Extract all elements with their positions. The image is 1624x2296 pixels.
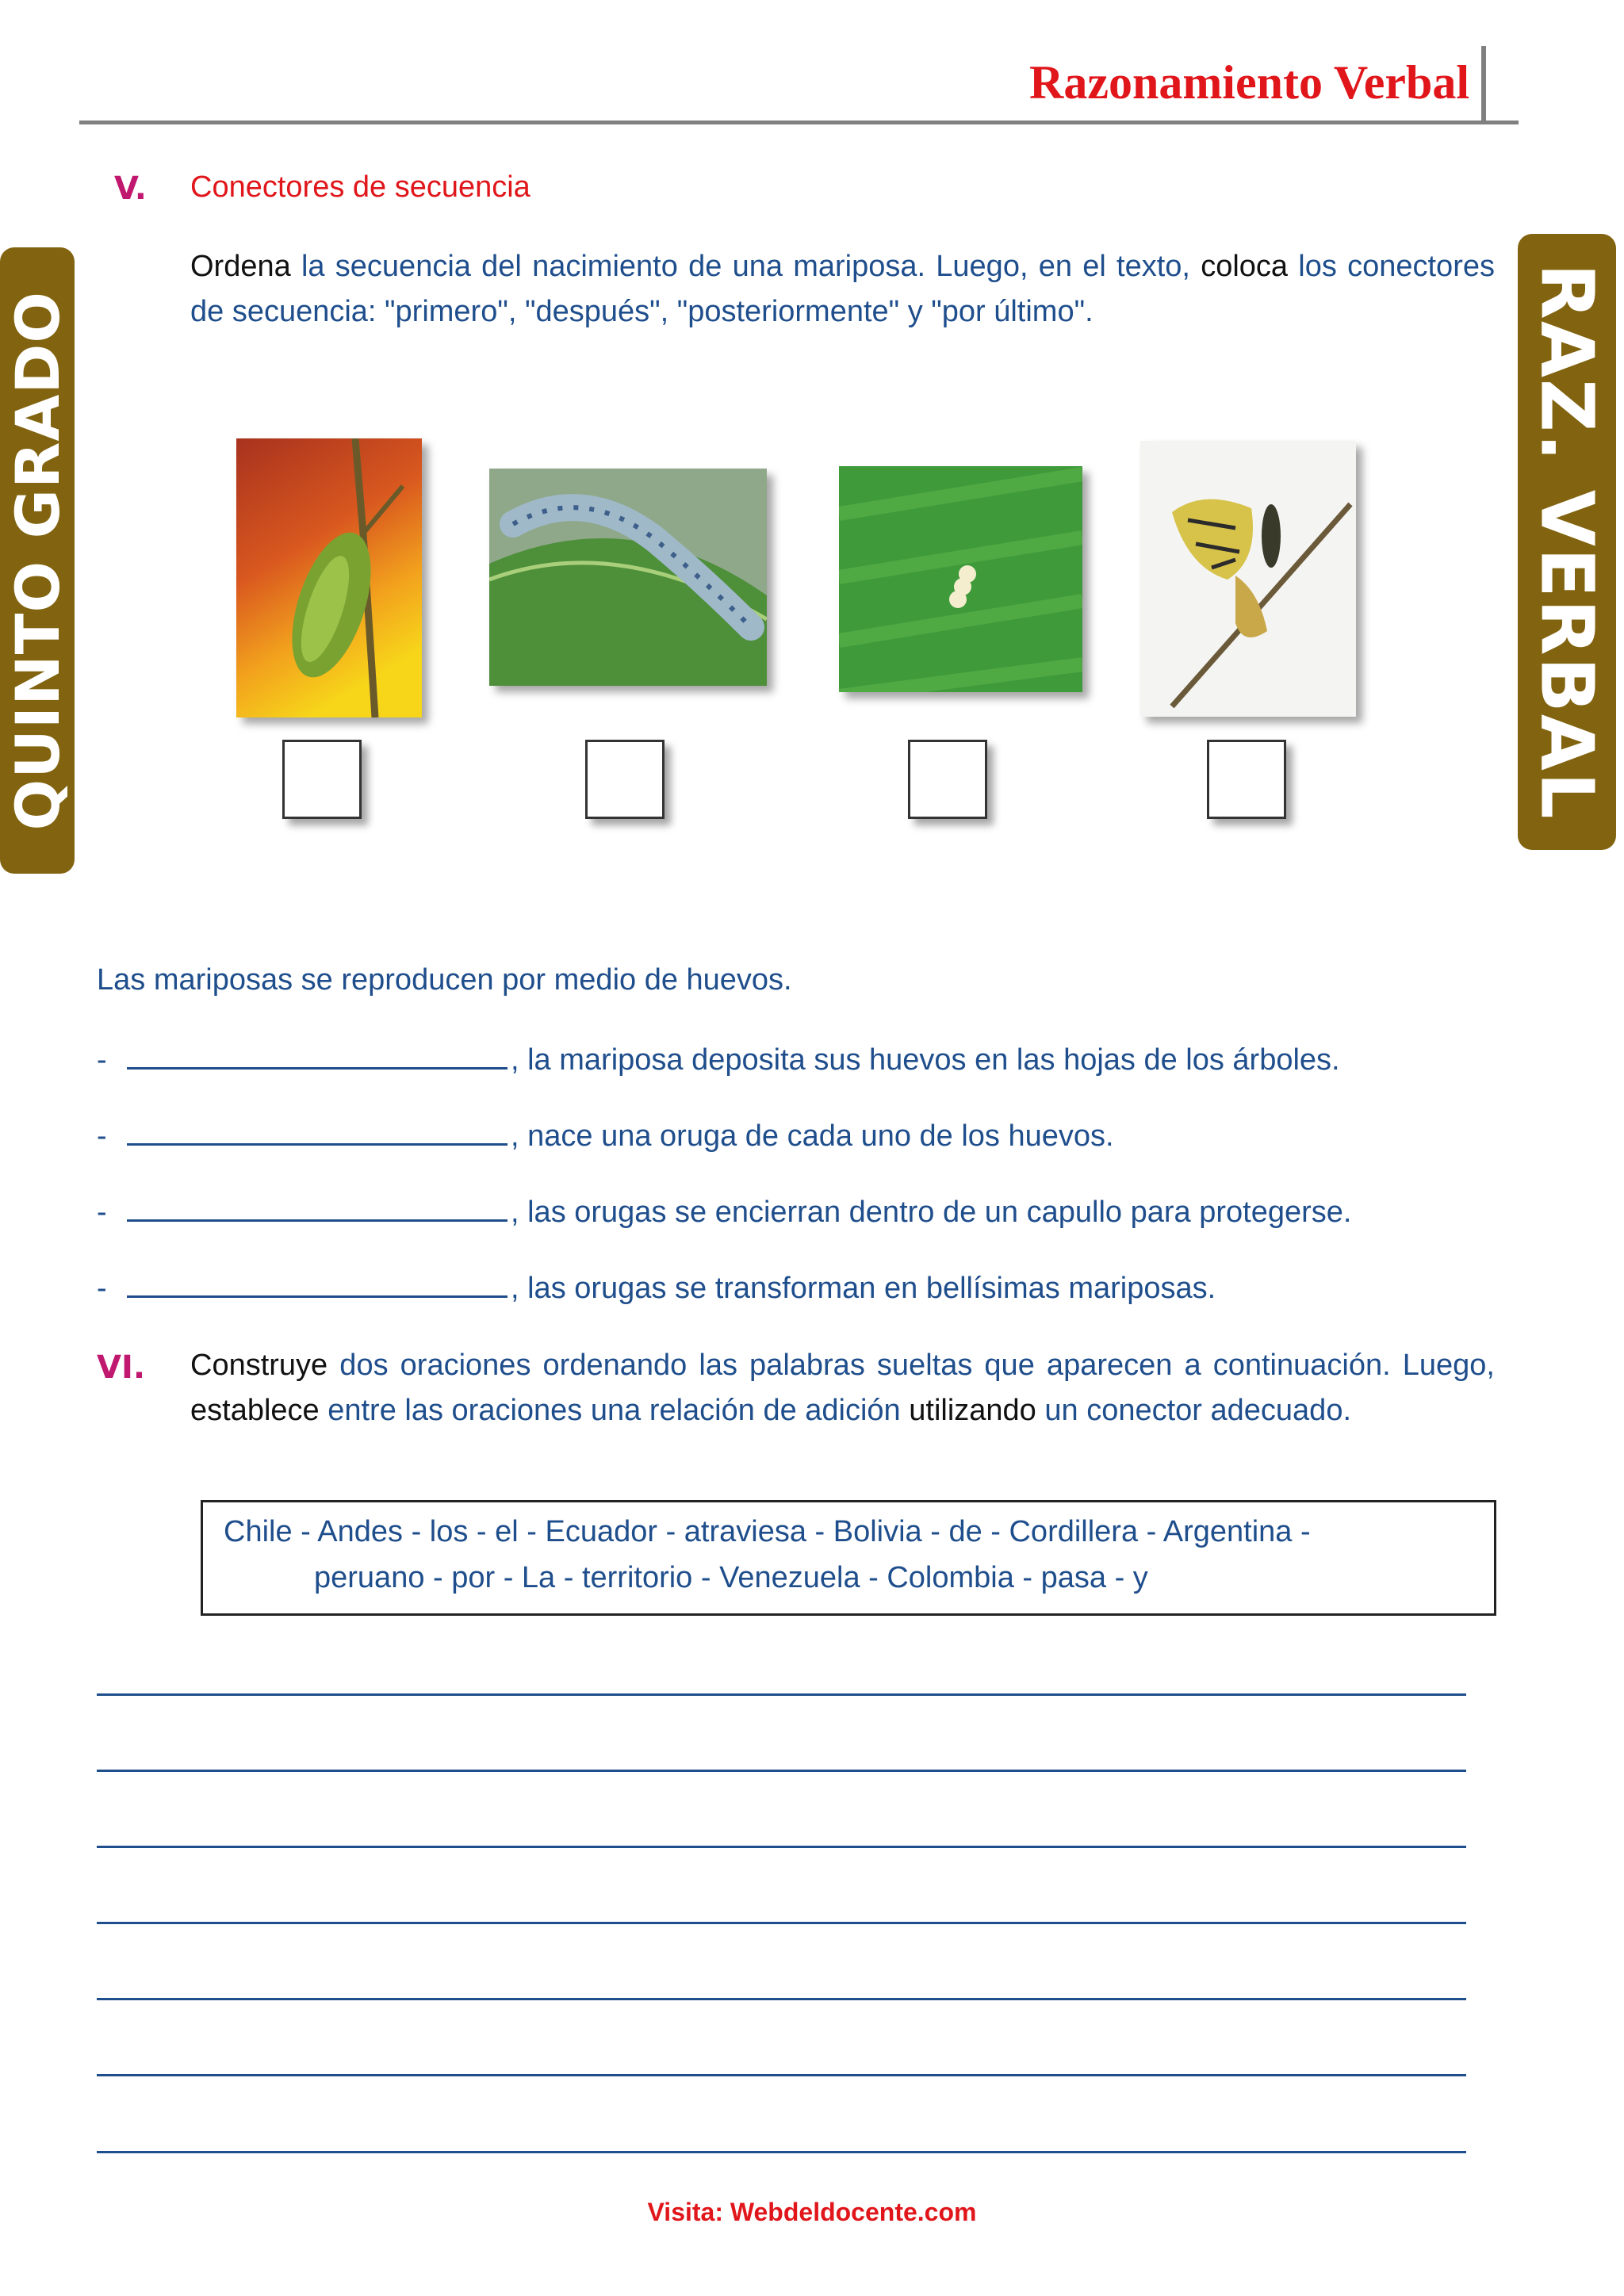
- instruction-text: un conector adecuado.: [1036, 1394, 1352, 1427]
- writing-line-7[interactable]: [97, 2151, 1466, 2153]
- writing-line-4[interactable]: [97, 1922, 1466, 1924]
- chrysalis-photo: [236, 438, 422, 718]
- instruction-verb: Construye: [190, 1349, 328, 1382]
- word-bank-line-2: peruano - por - La - territorio - Venezuela - Colombia - pasa - y: [314, 1561, 1148, 1594]
- section-6-number: VI.: [97, 1349, 146, 1386]
- line-text: , la mariposa deposita sus huevos en las hojas de los árboles.: [511, 1043, 1340, 1077]
- order-checkbox-2[interactable]: [585, 740, 665, 819]
- answer-blank-2[interactable]: [127, 1115, 508, 1146]
- grade-side-tab-label: QUINTO GRADO: [2, 290, 73, 831]
- section-5-number: V.: [114, 170, 147, 207]
- order-checkbox-4[interactable]: [1207, 740, 1286, 819]
- line-text: , las orugas se encierran dentro de un capullo para protegerse.: [511, 1196, 1352, 1229]
- writing-line-1[interactable]: [97, 1693, 1466, 1696]
- line-dash: -: [97, 1119, 107, 1153]
- fill-line: [97, 1115, 1114, 1154]
- instruction-text: dos oraciones ordenando las palabras sueltas que aparecen a continuación. Luego,: [327, 1349, 1495, 1382]
- order-checkbox-1[interactable]: [282, 740, 362, 819]
- section-5-intro: Las mariposas se reproducen por medio de huevos.: [97, 963, 792, 997]
- instruction-text: los conectores de secuencia: "primero", "después", "posteriormente" y "por último".: [190, 250, 1495, 328]
- section-5-instruction: [190, 244, 1495, 335]
- butterfly-photo: [1140, 441, 1356, 717]
- header-vertical-bar: [1481, 46, 1486, 124]
- line-text: , nace una oruga de cada uno de los huevos.: [511, 1119, 1114, 1153]
- writing-line-6[interactable]: [97, 2074, 1466, 2076]
- writing-line-3[interactable]: [97, 1846, 1466, 1848]
- eggs-photo: [839, 466, 1082, 692]
- caterpillar-photo: [489, 469, 767, 686]
- section-6-instruction: [190, 1343, 1495, 1433]
- instruction-verb: coloca: [1201, 250, 1289, 283]
- section-5-title: Conectores de secuencia: [190, 170, 530, 204]
- grade-side-tab: [0, 247, 75, 874]
- subject-side-tab-label: RAZ. VERBAL: [1524, 263, 1610, 821]
- writing-line-2[interactable]: [97, 1770, 1466, 1772]
- answer-blank-4[interactable]: [127, 1267, 508, 1298]
- line-text: , las orugas se transforman en bellísimas mariposas.: [511, 1272, 1216, 1305]
- word-bank-line-1: Chile - Andes - los - el - Ecuador - atraviesa - Bolivia - de - Cordillera - Argentina -: [224, 1515, 1311, 1548]
- header-rule: [79, 121, 1519, 124]
- fill-line: [97, 1267, 1216, 1306]
- word-bank-box: [201, 1500, 1496, 1616]
- page-header-title: Razonamiento Verbal: [1029, 56, 1469, 109]
- answer-blank-3[interactable]: [127, 1191, 508, 1222]
- order-checkbox-3[interactable]: [908, 740, 987, 819]
- footer-link[interactable]: Visita: Webdeldocente.com: [647, 2198, 977, 2226]
- line-dash: -: [97, 1272, 107, 1305]
- fill-line: [97, 1191, 1351, 1230]
- answer-blank-1[interactable]: [127, 1039, 508, 1070]
- instruction-text: la secuencia del nacimiento de una mariposa. Luego, en el texto,: [290, 250, 1201, 283]
- instruction-verb: establece: [190, 1394, 320, 1427]
- line-dash: -: [97, 1043, 107, 1077]
- instruction-verb: utilizando: [909, 1394, 1036, 1427]
- fill-line: [97, 1039, 1340, 1077]
- instruction-text: entre las oraciones una relación de adición: [319, 1394, 910, 1427]
- subject-side-tab: [1518, 234, 1616, 850]
- writing-line-5[interactable]: [97, 1998, 1466, 2000]
- instruction-verb: Ordena: [190, 250, 291, 283]
- line-dash: -: [97, 1196, 107, 1229]
